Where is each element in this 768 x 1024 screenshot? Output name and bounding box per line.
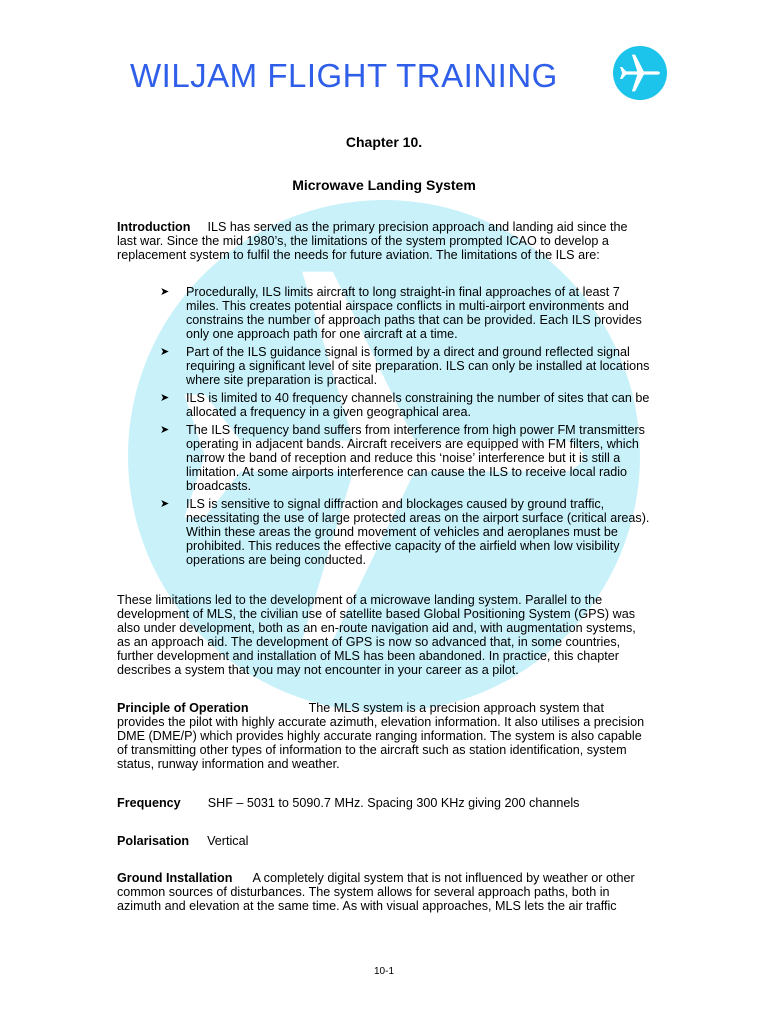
page-number: 10-1: [373, 966, 394, 977]
frequency-label: Frequency: [117, 796, 181, 810]
intro-text: ILS has served as the primary precision approach and landing aid since the last war. Since the mid 1980’s, the limitations of the system prompted ICAO to develop a replacement system to fulfil the needs for future aviation. The limitations of the ILS are:: [117, 220, 628, 262]
arrow-bullet-icon: ➤: [160, 392, 170, 404]
development-paragraph: These limitations led to the development of a microwave landing system. Parallel to the development of MLS, the civilian use of satellite based Global Positioning System (GPS) was also under development, both as an en-route navigation aid and, with augmentation systems, as an approach aid. The development of GPS is now so advanced that, in some countries, further development and installation of MLS has been abandoned. In practice, this chapter describes a system that you may not encounter in your career as a pilot.: [117, 593, 636, 677]
list-item: [160, 497, 652, 567]
principle-text: The MLS system is a precision approach system that provides the pilot with highly accurate azimuth, elevation information. It also utilises a precision DME (DME/P) which provides highly accurate ranging information. The system is also capable of transmitting other types of information to the aircraft such as station identification, system status, runway information and weather.: [117, 701, 645, 771]
arrow-bullet-icon: ➤: [160, 498, 170, 510]
frequency-text: SHF – 5031 to 5090.7 MHz. Spacing 300 KHz giving 200 channels: [207, 796, 580, 810]
arrow-bullet-icon: ➤: [160, 286, 170, 298]
ground-paragraph: [117, 871, 650, 913]
list-item: [160, 391, 652, 419]
arrow-bullet-icon: ➤: [160, 424, 170, 436]
list-item-text: Part of the ILS guidance signal is formed by a direct and ground reflected signal requiring a significant level of site preparation. ILS can only be installed at locations where site preparation is practical.: [186, 345, 650, 387]
chapter-number: Chapter 10.: [345, 134, 423, 150]
list-item-text: ILS is limited to 40 frequency channels constraining the number of sites that can be allocated a frequency in a given geographical area.: [186, 391, 650, 419]
intro-paragraph: [117, 220, 650, 262]
list-item-text: ILS is sensitive to signal diffraction and blockages caused by ground traffic, necessitating the use of large protected areas on the airport surface (critical areas). Within these areas the ground movement of vehicles and aeroplanes must be prohibited. This reduces the effective capacity of the airfield when low visibility operations are being conducted.: [186, 497, 650, 567]
principle-paragraph: [117, 701, 650, 771]
principle-label: Principle of Operation: [117, 701, 249, 715]
polarisation-paragraph: [117, 834, 650, 848]
list-item-text: Procedurally, ILS limits aircraft to long straight-in final approaches of at least 7 miles. This creates potential airspace conflicts in multi-airport environments and constrains the number of approach paths that can be provided. Each ILS provides only one approach path for one aircraft at a time.: [186, 285, 642, 341]
arrow-bullet-icon: ➤: [160, 346, 170, 358]
ground-label: Ground Installation: [117, 871, 233, 885]
intro-label: Introduction: [117, 220, 191, 234]
list-item: [160, 345, 652, 387]
polarisation-text: Vertical: [207, 834, 249, 848]
limitations-list: [160, 285, 652, 571]
org-title: WILJAM FLIGHT TRAINING: [130, 57, 558, 94]
ground-text: A completely digital system that is not influenced by weather or other common sources of disturbances. The system allows for several approach paths, both in azimuth and elevation at the same time. As with visual approaches, MLS lets the air traffic: [117, 871, 635, 913]
list-item: [160, 285, 652, 341]
chapter-title: Microwave Landing System: [292, 177, 476, 193]
list-item-text: The ILS frequency band suffers from interference from high power FM transmitters operating in adjacent bands. Aircraft receivers are equipped with FM filters, which narrow the band of reception and reduce this ‘noise’ interference but it is still a limitation. At some airports interference can cause the ILS to receive local radio broadcasts.: [186, 423, 645, 493]
frequency-paragraph: [117, 796, 650, 810]
polarisation-label: Polarisation: [117, 834, 190, 848]
list-item: [160, 423, 652, 493]
airplane-icon: [613, 46, 667, 100]
